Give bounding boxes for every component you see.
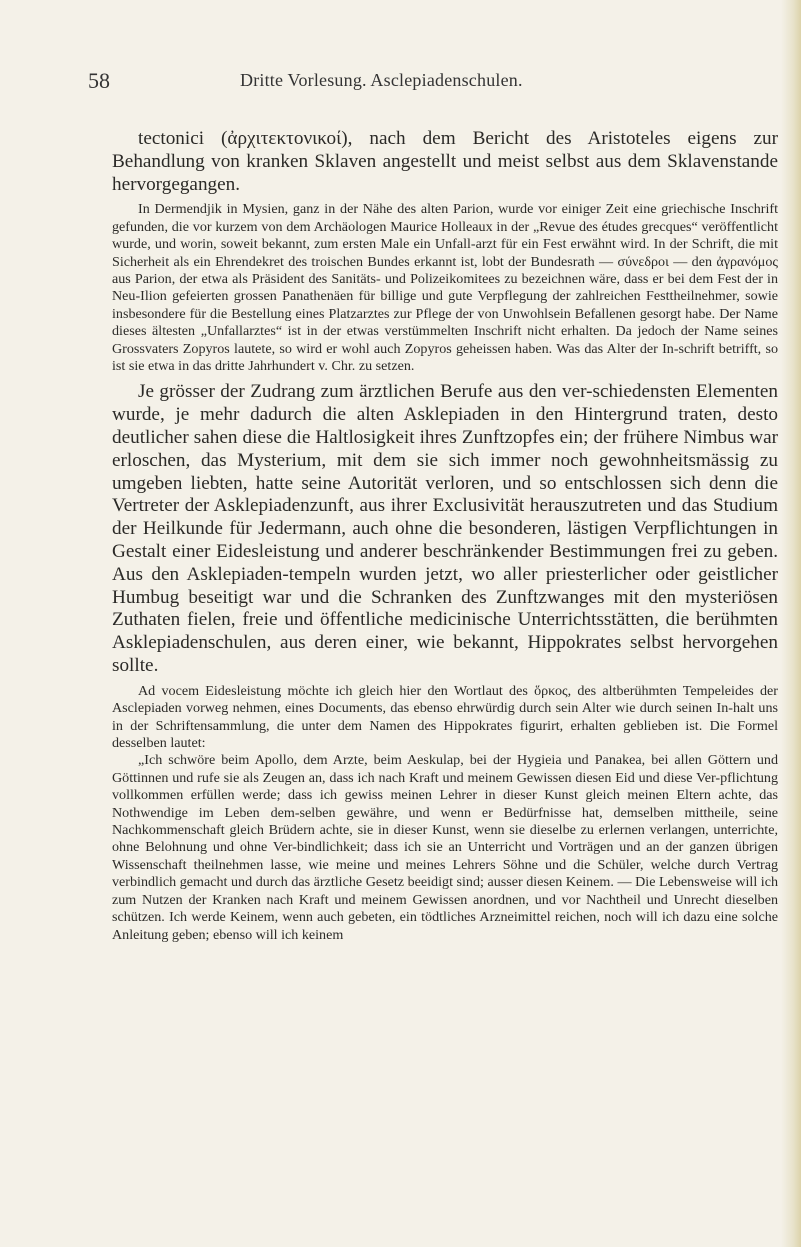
page-edge-shadow: [781, 0, 801, 1247]
page-header: [88, 68, 778, 98]
body-paragraph: tectonici (ἀρχιτεκτονικοί), nach dem Bericht des Aristoteles eigens zur Behandlung von kranken Sklaven angestellt und meist selbst aus dem Sklavenstande hervorgegangen.: [112, 128, 778, 195]
footnote-paragraph: In Dermendjik in Mysien, ganz in der Nähe des alten Parion, wurde vor einiger Zeit eine griechische Inschrift gefunden, die vor kurzem von dem Archäologen Maurice Holleaux in der „Revue des études grecques“ veröffentlicht wurde, und worin, soweit bekannt, zum ersten Male ein Unfall-arzt für ein Fest erwähnt wird. In der Schrift, die mit Sicherheit als ein Ehrendekret des troischen Bundes erkannt ist, lobt der Bundesrath — σύνεδροι — den ἀγρανόμος aus Parion, der etwa als Präsident des Sanitäts- und Polizeikomitees zu bezeichnen wäre, dass er bei dem Fest der in Neu-Ilion gefeierten grossen Panathenäen für billige und gute Verpflegung der zahlreichen Festtheilnehmer, sowie insbesondere für die Bestellung eines Platzarztes zur Pflege der von Unwohlsein Befallenen gesorgt habe. Der Name dieses ältesten „Unfallarztes“ ist in der etwas verstümmelten Inschrift nicht erhalten. Da jedoch der Name seines Grossvaters Zopyros lautete, so wird er wohl auch Zopyros geheissen haben. Was das Alter der In-schrift betrifft, so ist sie etwa in das dritte Jahrhundert v. Chr. zu setzen.: [112, 201, 778, 375]
page-body: [112, 128, 778, 944]
running-head: Dritte Vorlesung. Asclepiadenschulen.: [240, 70, 523, 90]
oath-quotation: „Ich schwöre beim Apollo, dem Arzte, beim Aeskulap, bei der Hygieia und Panakea, bei allen Göttern und Göttinnen und rufe sie als Zeugen an, dass ich nach Kraft und meinem Gewissen diesen Eid und diese Ver-pflichtung vollkommen erfüllen werde; dass ich gewiss meinen Lehrer in dieser Kunst gleich meinen Eltern achte, das Nothwendige im Leben dem-selben gewähre, und wenn er Bedürfnisse hat, demselben mittheile, seine Nachkommenschaft gleich Brüdern achte, sie in dieser Kunst, wenn sie dieselbe zu erlernen verlangen, unterrichte, ohne Belohnung und ohne Ver-bindlichkeit; dass ich sie an Unterricht und Vorträgen und an der ganzen übrigen Wissenschaft theilnehmen lasse, wie meine und meines Lehrers Söhne und die Schüler, welche durch Vertrag verbindlich gemacht und durch das ärztliche Gesetz beeidigt sind; ausser diesen Keinem. — Die Lebensweise will ich zum Nutzen der Kranken nach Kraft und meinem Gewissen anordnen, und vor Nachtheil und Unrecht dieselben schützen. Ich werde Keinem, wenn auch gebeten, ein tödtliches Arzneimittel reichen, noch will ich dazu eine solche Anleitung geben; ebenso will ich keinem: [112, 752, 778, 943]
page-number: 58: [88, 68, 110, 93]
body-paragraph: Je grösser der Zudrang zum ärztlichen Berufe aus den ver-schiedensten Elementen wurde, je mehr dadurch die alten Asklepiaden in den Hintergrund traten, desto deutlicher sahen diese die Haltlosigkeit ihres Zunftzopfes ein; der frühere Nimbus war erloschen, das Mysterium, mit dem sie sich immer noch gewohnheitsmässig zu umgeben liebten, hatte seine Autorität verloren, und so entschlossen sich denn die Vertreter der Asklepiadenzunft, aus ihrer Exclusivität herauszutreten und das Studium der Heilkunde für Jedermann, auch ohne die besonderen, lästigen Verpflichtungen in Gestalt einer Eidesleistung und anderer beschränkender Bestimmungen frei zu geben. Aus den Asklepiaden-tempeln wurden jetzt, wo aller priesterlicher oder geistlicher Humbug beseitigt war und die Schranken des Zunftzwanges mit den mysteriösen Zuthaten fielen, freie und öffentliche medicinische Unterrichtsstätten, die berühmten Asklepiadenschulen, aus deren einer, wie bekannt, Hippokrates selbst hervorgehen sollte.: [112, 381, 778, 677]
footnote-paragraph: Ad vocem Eidesleistung möchte ich gleich hier den Wortlaut des ὅρκος, des altberühmten Tempeleides der Asclepiaden vorweg nehmen, eines Documents, das ebenso ehrwürdig durch sein Alter wie durch seinen In-halt uns in der Schriftensammlung, die unter dem Namen des Hippokrates figurirt, erhalten geblieben ist. Die Formel desselben lautet:: [112, 682, 778, 752]
